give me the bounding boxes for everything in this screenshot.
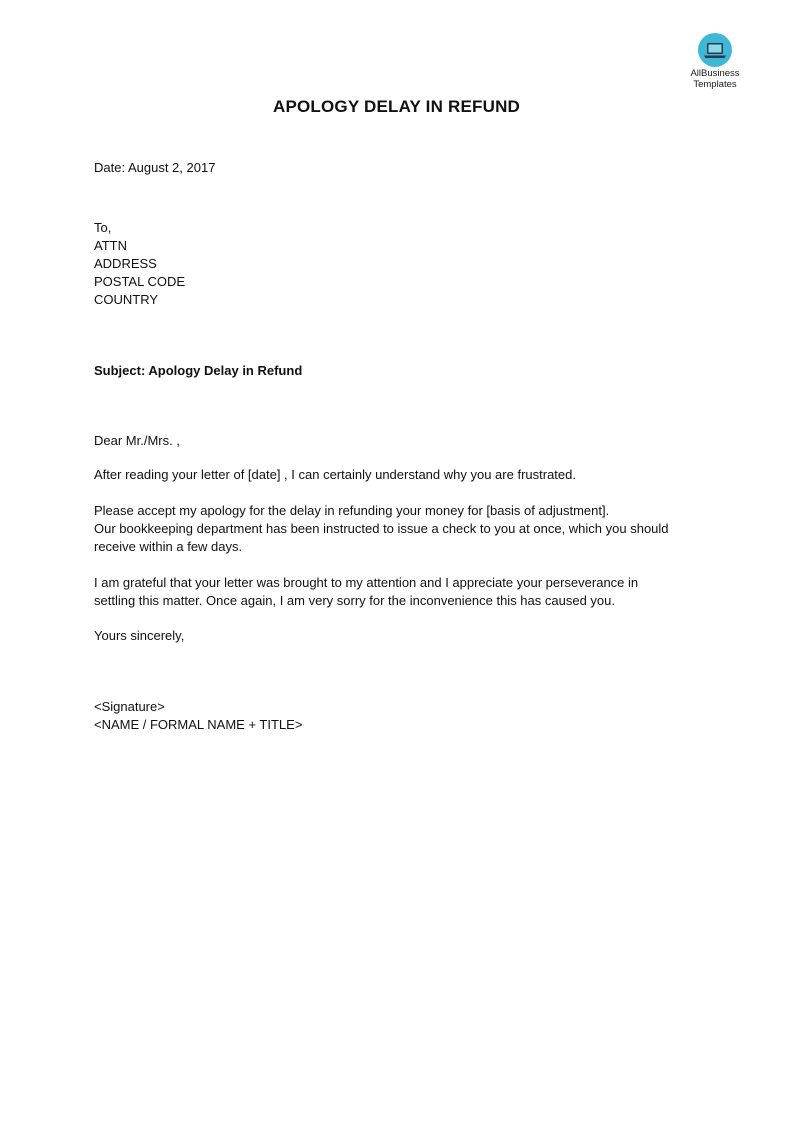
letter-subject: Subject: Apology Delay in Refund <box>94 363 303 378</box>
address-line-postal-code: POSTAL CODE <box>94 274 186 289</box>
address-line-address: ADDRESS <box>94 256 157 271</box>
paragraph-1: After reading your letter of [date] , I can certainly understand why you are frustrated. <box>94 467 576 482</box>
address-line-attn: ATTN <box>94 238 127 253</box>
paragraph-3-line-1: I am grateful that your letter was brought to my attention and I appreciate your perseverance in <box>94 575 639 590</box>
paragraph-2-line-3: receive within a few days. <box>94 539 243 554</box>
laptop-icon <box>697 32 733 68</box>
paragraph-2-line-2: Our bookkeeping department has been instructed to issue a check to you at once, which you should <box>94 521 669 536</box>
logo-text-line1: AllBusiness <box>690 68 740 79</box>
letter-salutation: Dear Mr./Mrs. , <box>94 433 180 448</box>
name-title-placeholder: <NAME / FORMAL NAME + TITLE> <box>94 717 303 732</box>
letter-date: Date: August 2, 2017 <box>94 160 216 175</box>
document-title: APOLOGY DELAY IN REFUND <box>272 97 521 116</box>
paragraph-2-line-1: Please accept my apology for the delay in refunding your money for [basis of adjustment]. <box>94 503 610 518</box>
logo-text-line2: Templates <box>693 79 737 90</box>
paragraph-3-line-2: settling this matter. Once again, I am very sorry for the inconvenience this has caused you. <box>94 593 615 608</box>
address-line-to: To, <box>94 220 112 235</box>
signature-placeholder: <Signature> <box>94 699 165 714</box>
letter-closing: Yours sincerely, <box>94 628 185 643</box>
allbusiness-logo <box>682 32 748 90</box>
address-line-country: COUNTRY <box>94 292 159 307</box>
